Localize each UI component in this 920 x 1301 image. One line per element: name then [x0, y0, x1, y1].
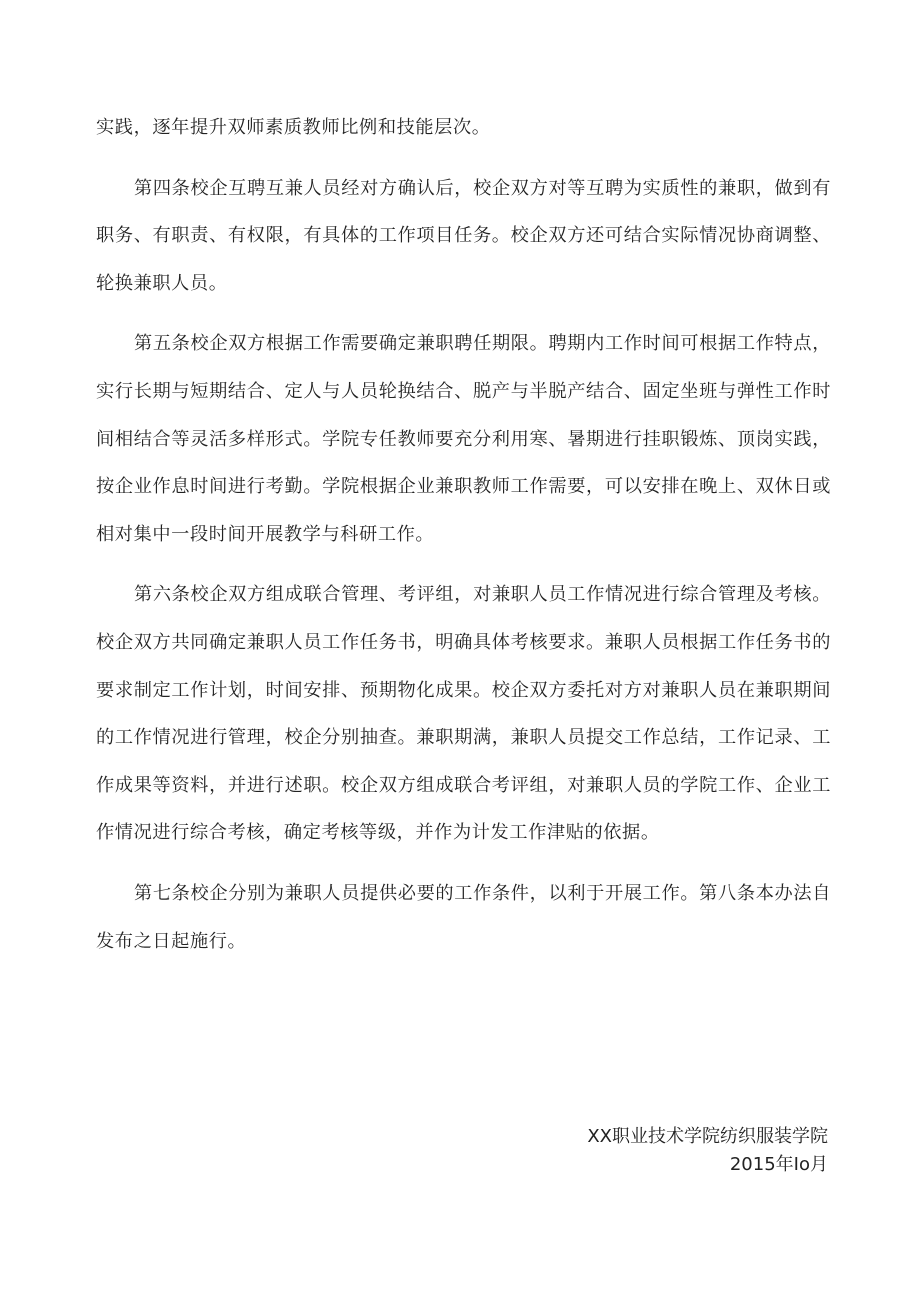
paragraph-article-5: 第五条校企双方根据工作需要确定兼职聘任期限。聘期内工作时间可根据工作特点，实行长期与短期结合、定人与人员轮换结合、脱产与半脱产结合、固定坐班与弹性工作时间相结合等灵活多样形式。学院专任教师要充分利用寒、暑期进行挂职锻炼、顶岗实践，按企业作息时间进行考勤。学院根据企业兼职教师工作需要，可以安排在晚上、双休日或相对集中一段时间开展教学与科研工作。: [96, 333, 831, 545]
signature-date: 2015年Io月: [729, 1154, 828, 1175]
paragraph-continuation: 实践，逐年提升双师素质教师比例和技能层次。: [96, 117, 491, 138]
signature-block: [587, 1123, 828, 1179]
signature-organization: XX职业技术学院纺织服装学院: [587, 1126, 828, 1147]
paragraph-article-4: 第四条校企互聘互兼人员经对方确认后，校企双方对等互聘为实质性的兼职，做到有职务、有职责、有权限，有具体的工作项目任务。校企双方还可结合实际情况协商调整、轮换兼职人员。: [96, 177, 831, 294]
document-body: [96, 104, 831, 978]
paragraph-article-6: 第六条校企双方组成联合管理、考评组，对兼职人员工作情况进行综合管理及考核。校企双方共同确定兼职人员工作任务书，明确具体考核要求。兼职人员根据工作任务书的要求制定工作计划，时间安排、预期物化成果。校企双方委托对方对兼职人员在兼职期间的工作情况进行管理，校企分别抽查。兼职期满，兼职人员提交工作总结，工作记录、工作成果等资料，并进行述职。校企双方组成联合考评组，对兼职人员的学院工作、企业工作情况进行综合考核，确定考核等级，并作为计发工作津贴的依据。: [96, 584, 831, 844]
paragraph-article-7-8: 第七条校企分别为兼职人员提供必要的工作条件，以利于开展工作。第八条本办法自发布之日起施行。: [96, 882, 831, 952]
